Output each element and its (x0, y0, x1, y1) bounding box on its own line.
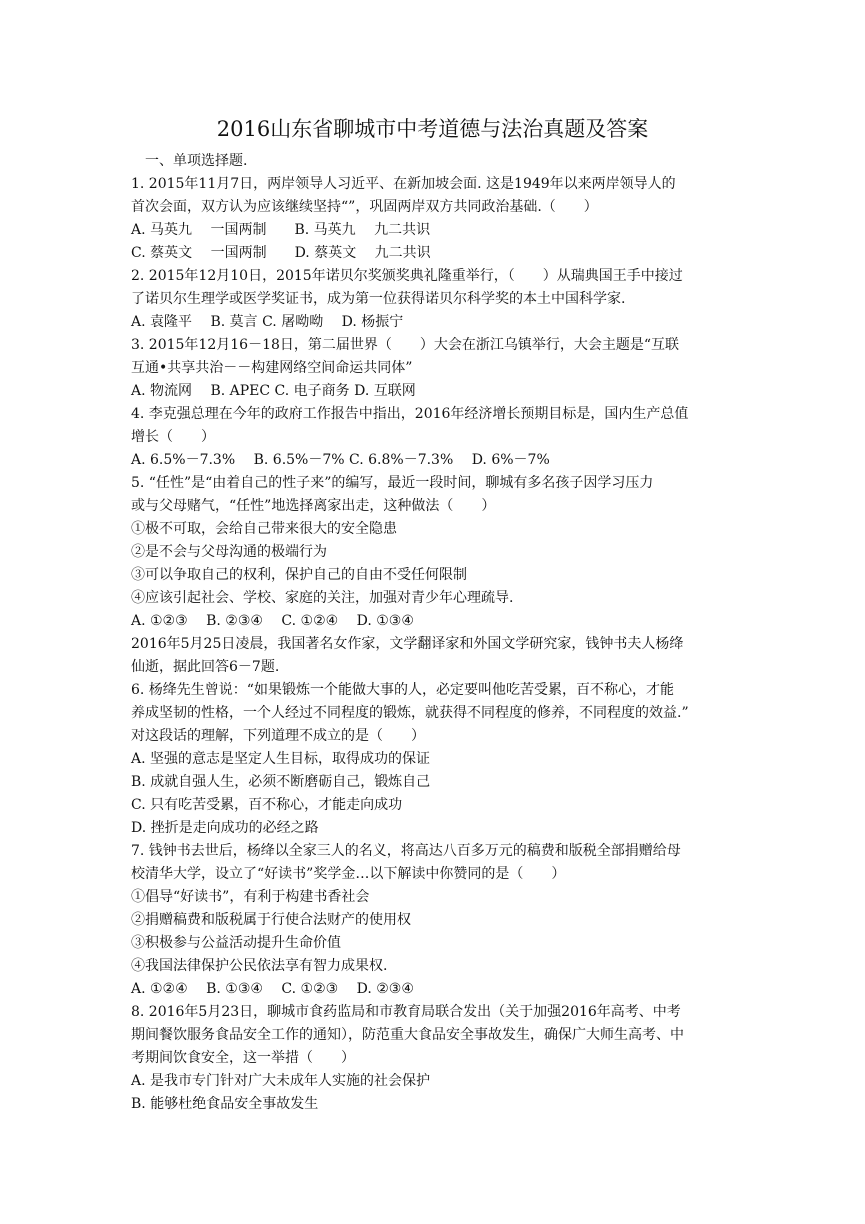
text-line: ④我国法律保护公民依法享有智力成果权. (131, 958, 388, 974)
text-line: 养成坚韧的性格，一个人经过不同程度的锻炼，就获得不同程度的修养，不同程度的效益.” (131, 705, 689, 721)
text-line: 2. 2015年12月10日，2015年诺贝尔奖颁奖典礼隆重举行，（ ）从瑞典国王手中接过 (131, 268, 683, 284)
text-line: ②是不会与父母沟通的极端行为 (131, 544, 327, 560)
text-line: B. 能够杜绝食品安全事故发生 (131, 1096, 319, 1112)
text-line: B. 成就自强人生，必须不断磨砺自己，锻炼自己 (131, 774, 431, 790)
text-line: C. 蔡英文 一国两制 D. 蔡英文 九二共识 (131, 245, 431, 261)
text-line: 6. 杨绛先生曾说：“如果锻炼一个能做大事的人，必定要叫他吃苦受累，百不称心，才能 (131, 682, 674, 698)
text-line: ①倡导“好读书”，有利于构建书香社会 (131, 889, 370, 905)
text-line: 对这段话的理解，下列道理不成立的是（ ） (131, 728, 425, 744)
text-line: A. 是我市专门针对广大未成年人实施的社会保护 (131, 1073, 431, 1089)
text-line: ①极不可取，会给自己带来很大的安全隐患 (131, 521, 397, 537)
text-line: ③可以争取自己的权利，保护自己的自由不受任何限制 (131, 567, 467, 583)
text-line: ④应该引起社会、学校、家庭的关注，加强对青少年心理疏导. (131, 590, 514, 606)
document-title: 2016山东省聊城市中考道德与法治真题及答案 (216, 117, 649, 141)
text-line: 期间餐饮服务食品安全工作的通知），防范重大食品安全事故发生，确保广大师生高考、中 (131, 1027, 684, 1043)
text-line: A. 物流网 B. APEC C. 电子商务 D. 互联网 (131, 383, 416, 399)
text-line: ③积极参与公益活动提升生命价值 (131, 935, 341, 951)
text-line: 4. 李克强总理在今年的政府工作报告中指出，2016年经济增长预期目标是，国内生产总值 (131, 406, 689, 422)
text-line: 了诺贝尔生理学或医学奖证书，成为第一位获得诺贝尔科学奖的本土中国科学家. (131, 291, 626, 307)
text-line: ②捐赠稿费和版税属于行使合法财产的使用权 (131, 912, 411, 928)
section-heading: 一、单项选择题. (145, 153, 248, 169)
text-line: 仙逝，据此回答6－7题. (131, 659, 280, 675)
text-line: C. 只有吃苦受累，百不称心，才能走向成功 (131, 797, 403, 813)
text-line: 增长（ ） (131, 429, 215, 445)
text-line: A. 坚强的意志是坚定人生目标，取得成功的保证 (131, 751, 431, 767)
text-line: 8. 2016年5月23日，聊城市食药监局和市教育局联合发出（关于加强2016年高考、中考 (131, 1004, 681, 1020)
text-line: 首次会面，双方认为应该继续坚持“”，巩固两岸双方共同政治基础.（ ） (131, 199, 598, 215)
text-line: 或与父母赌气，“任性”地选择离家出走，这种做法（ ） (131, 498, 496, 514)
text-line: 7. 钱钟书去世后，杨绛以全家三人的名义，将高达八百多万元的稿费和版税全部捐赠给母 (131, 843, 681, 859)
text-line: 1. 2015年11月7日，两岸领导人习近平、在新加坡会面. 这是1949年以来两岸领导人的 (131, 176, 676, 192)
text-line: 互通•共享共治－－构建网络空间命运共同体” (131, 360, 413, 376)
text-line: 校清华大学，设立了“好读书”奖学金…以下解读中你赞同的是（ ） (131, 866, 566, 882)
text-line: 5. “任性”是“由着自己的性子来”的编写，最近一段时间，聊城有多名孩子因学习压力 (131, 475, 654, 491)
text-line: D. 挫折是走向成功的必经之路 (131, 820, 319, 836)
document-body (131, 150, 741, 1116)
text-line: A. 马英九 一国两制 B. 马英九 九二共识 (131, 222, 431, 238)
text-line: 2016年5月25日凌晨，我国著名女作家，文学翻译家和外国文学研究家，钱钟书夫人杨绛 (131, 636, 684, 652)
text-line: A. ①②③ B. ②③④ C. ①②④ D. ①③④ (131, 613, 414, 629)
text-line: 3. 2015年12月16－18日，第二届世界（ ）大会在浙江乌镇举行，大会主题是“互联 (131, 337, 680, 353)
text-line: 考期间饮食安全，这一举措（ ） (131, 1050, 355, 1066)
text-line: A. ①②④ B. ①③④ C. ①②③ D. ②③④ (131, 981, 414, 997)
text-line: A. 袁隆平 B. 莫言 C. 屠呦呦 D. 杨振宁 (131, 314, 404, 330)
text-line: A. 6.5%－7.3% B. 6.5%－7% C. 6.8%－7.3% D. 6%－7% (131, 452, 550, 468)
